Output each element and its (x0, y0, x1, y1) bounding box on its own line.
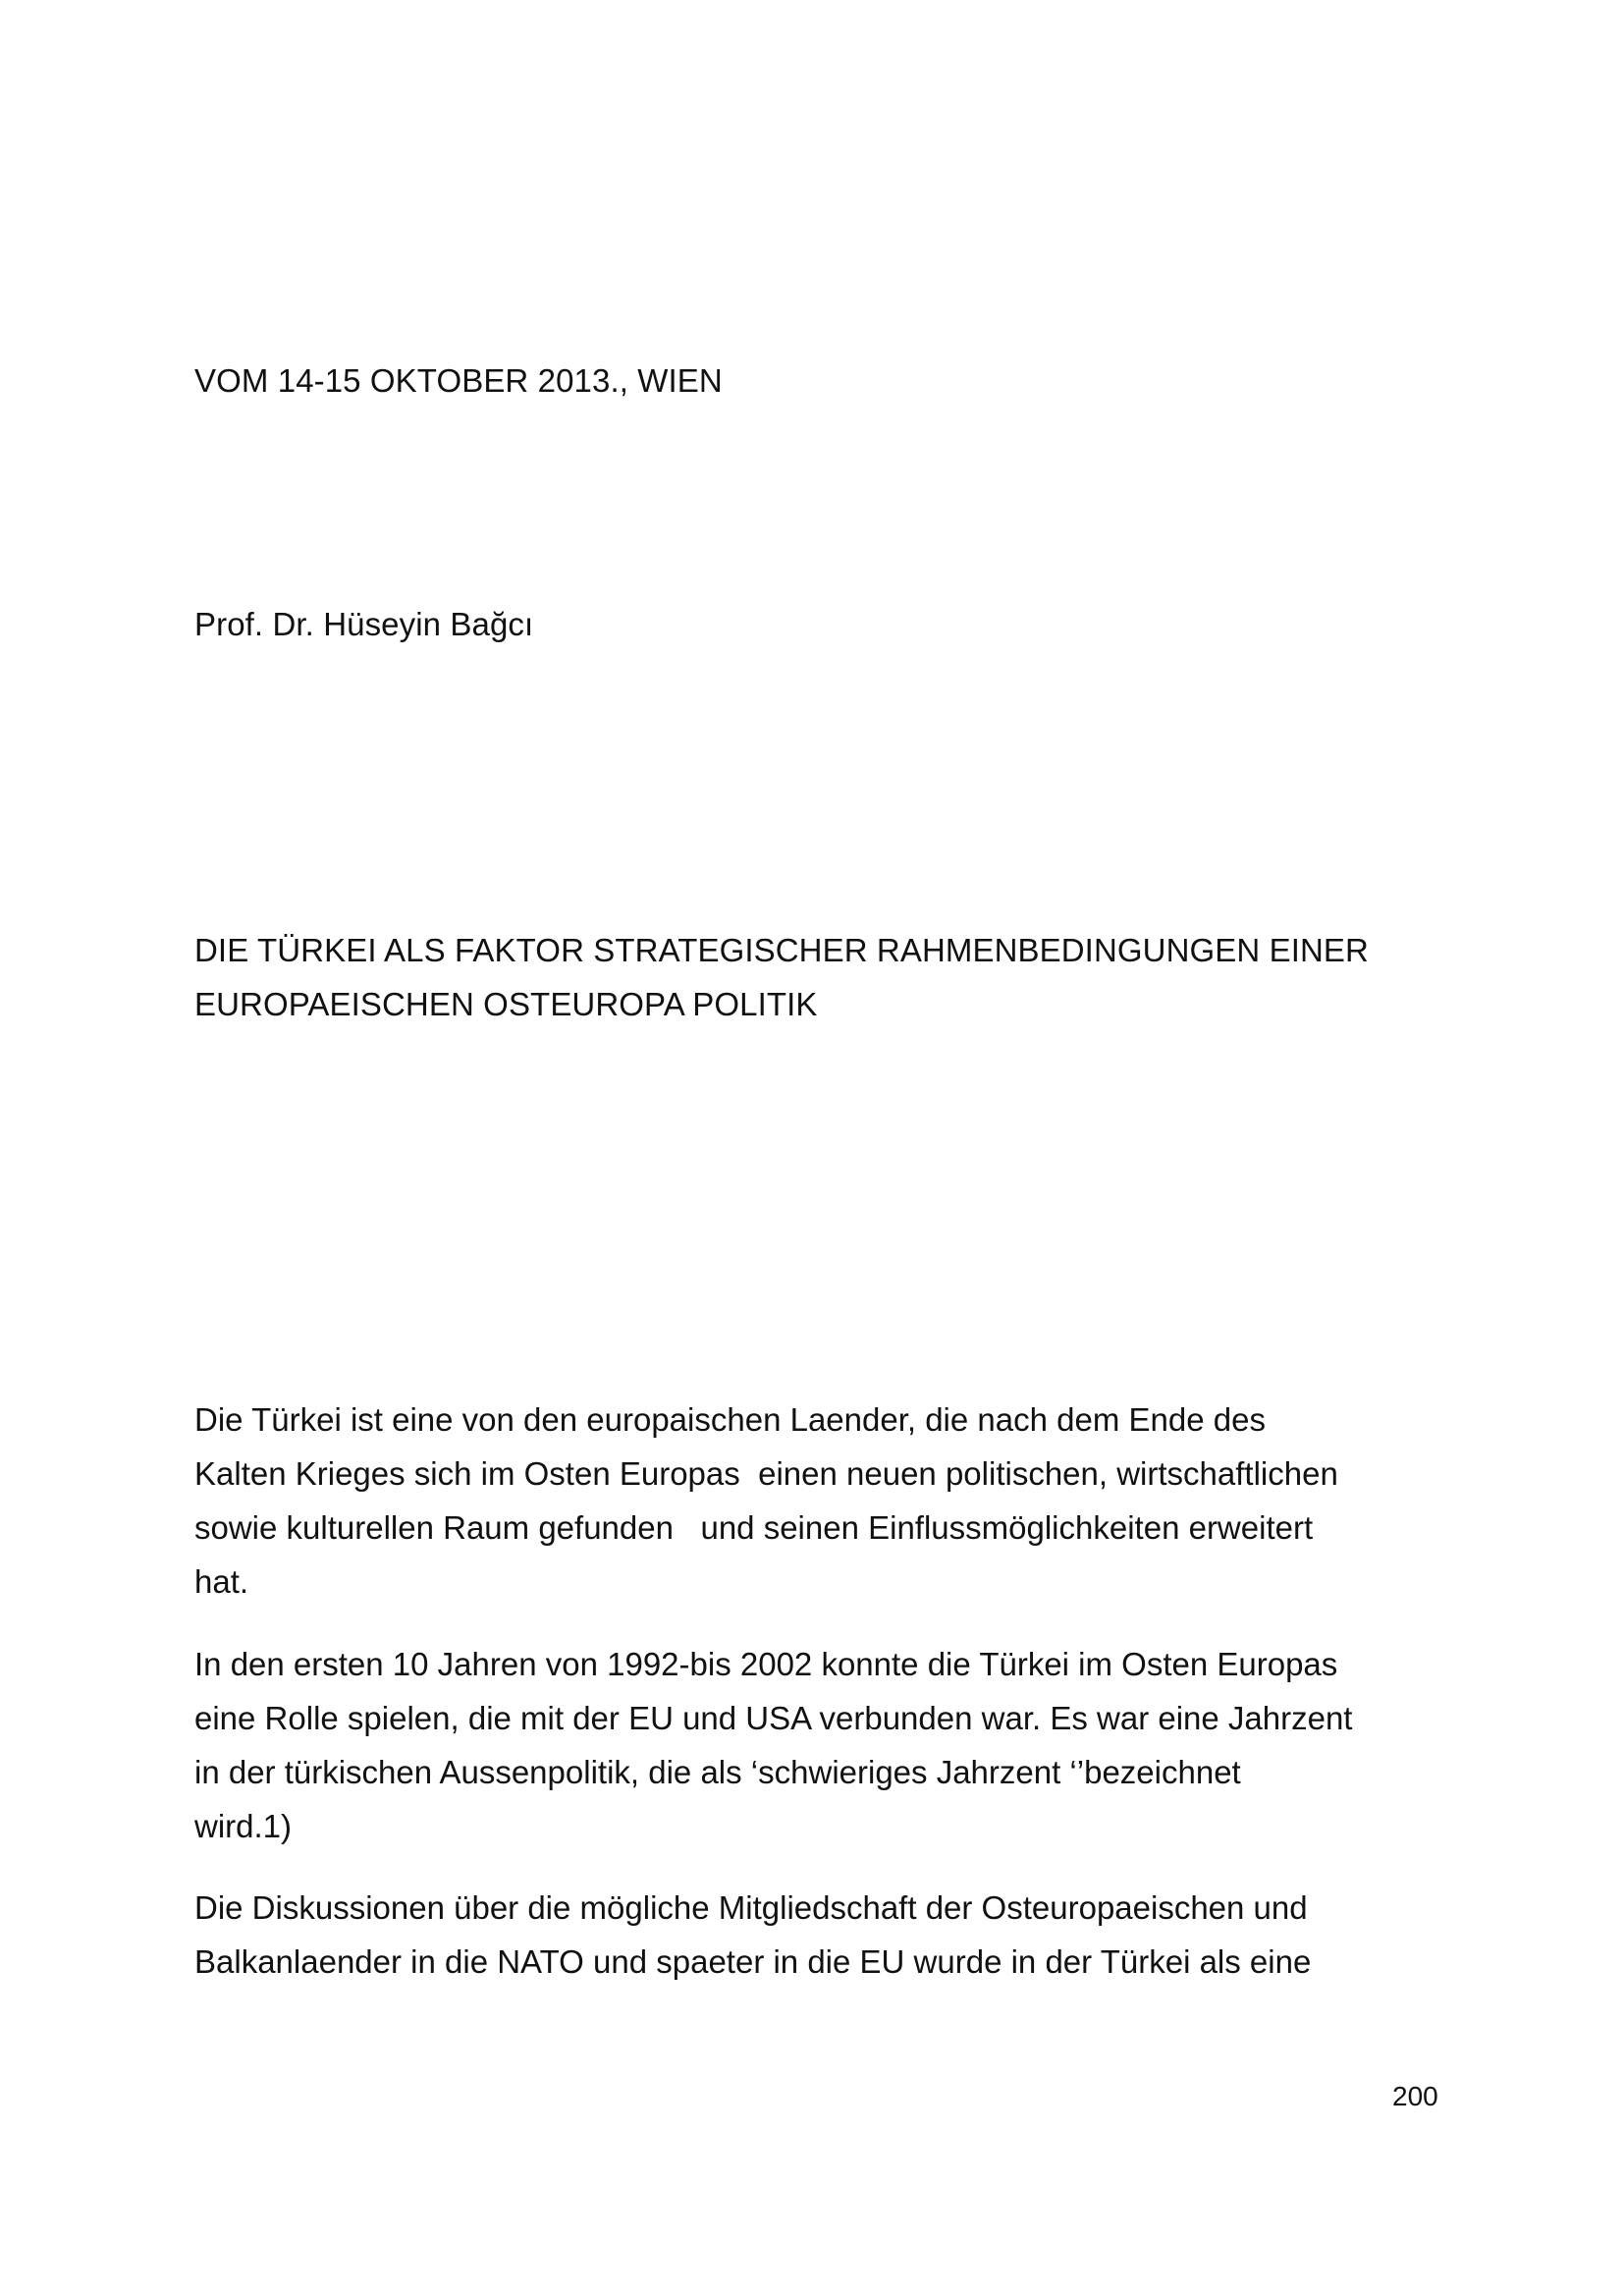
paragraph-line: wird.1) (194, 1808, 293, 1844)
dateline: VOM 14-15 OKTOBER 2013., WIEN (194, 362, 723, 399)
paragraph-line: Die Diskussionen über die mögliche Mitgliedschaft der Osteuropaeischen und (194, 1889, 1308, 1926)
paragraph-line: in der türkischen Aussenpolitik, die als ‘schwieriges Jahrzent ‘’bezeichnet (194, 1754, 1241, 1790)
paragraph-line: eine Rolle spielen, die mit der EU und USA verbunden war. Es war eine Jahrzent (194, 1700, 1353, 1736)
paragraph-3 (194, 1881, 1432, 1989)
document-title-line-1: DIE TÜRKEI ALS FAKTOR STRATEGISCHER RAHMENBEDINGUNGEN EINER (194, 932, 1369, 968)
paragraph-line: Balkanlaender in die NATO und spaeter in die EU wurde in der Türkei als eine (194, 1943, 1312, 1980)
paragraph-line: Kalten Krieges sich im Osten Europas einen neuen politischen, wirtschaftlichen (194, 1455, 1338, 1492)
paragraph-1 (194, 1393, 1432, 1609)
author-name: Prof. Dr. Hüseyin Bağcı (194, 606, 534, 642)
paragraph-line: In den ersten 10 Jahren von 1992-bis 2002 konnte die Türkei im Osten Europas (194, 1646, 1338, 1682)
page-number: 200 (1392, 2081, 1438, 2111)
paragraph-line: Die Türkei ist eine von den europaischen Laender, die nach dem Ende des (194, 1401, 1266, 1438)
paragraph-line: sowie kulturellen Raum gefunden und seinen Einflussmöglichkeiten erweitert (194, 1509, 1314, 1546)
document-title-line-2: EUROPAEISCHEN OSTEUROPA POLITIK (194, 986, 818, 1022)
paragraph-2 (194, 1637, 1432, 1853)
paragraph-line: hat. (194, 1563, 249, 1600)
